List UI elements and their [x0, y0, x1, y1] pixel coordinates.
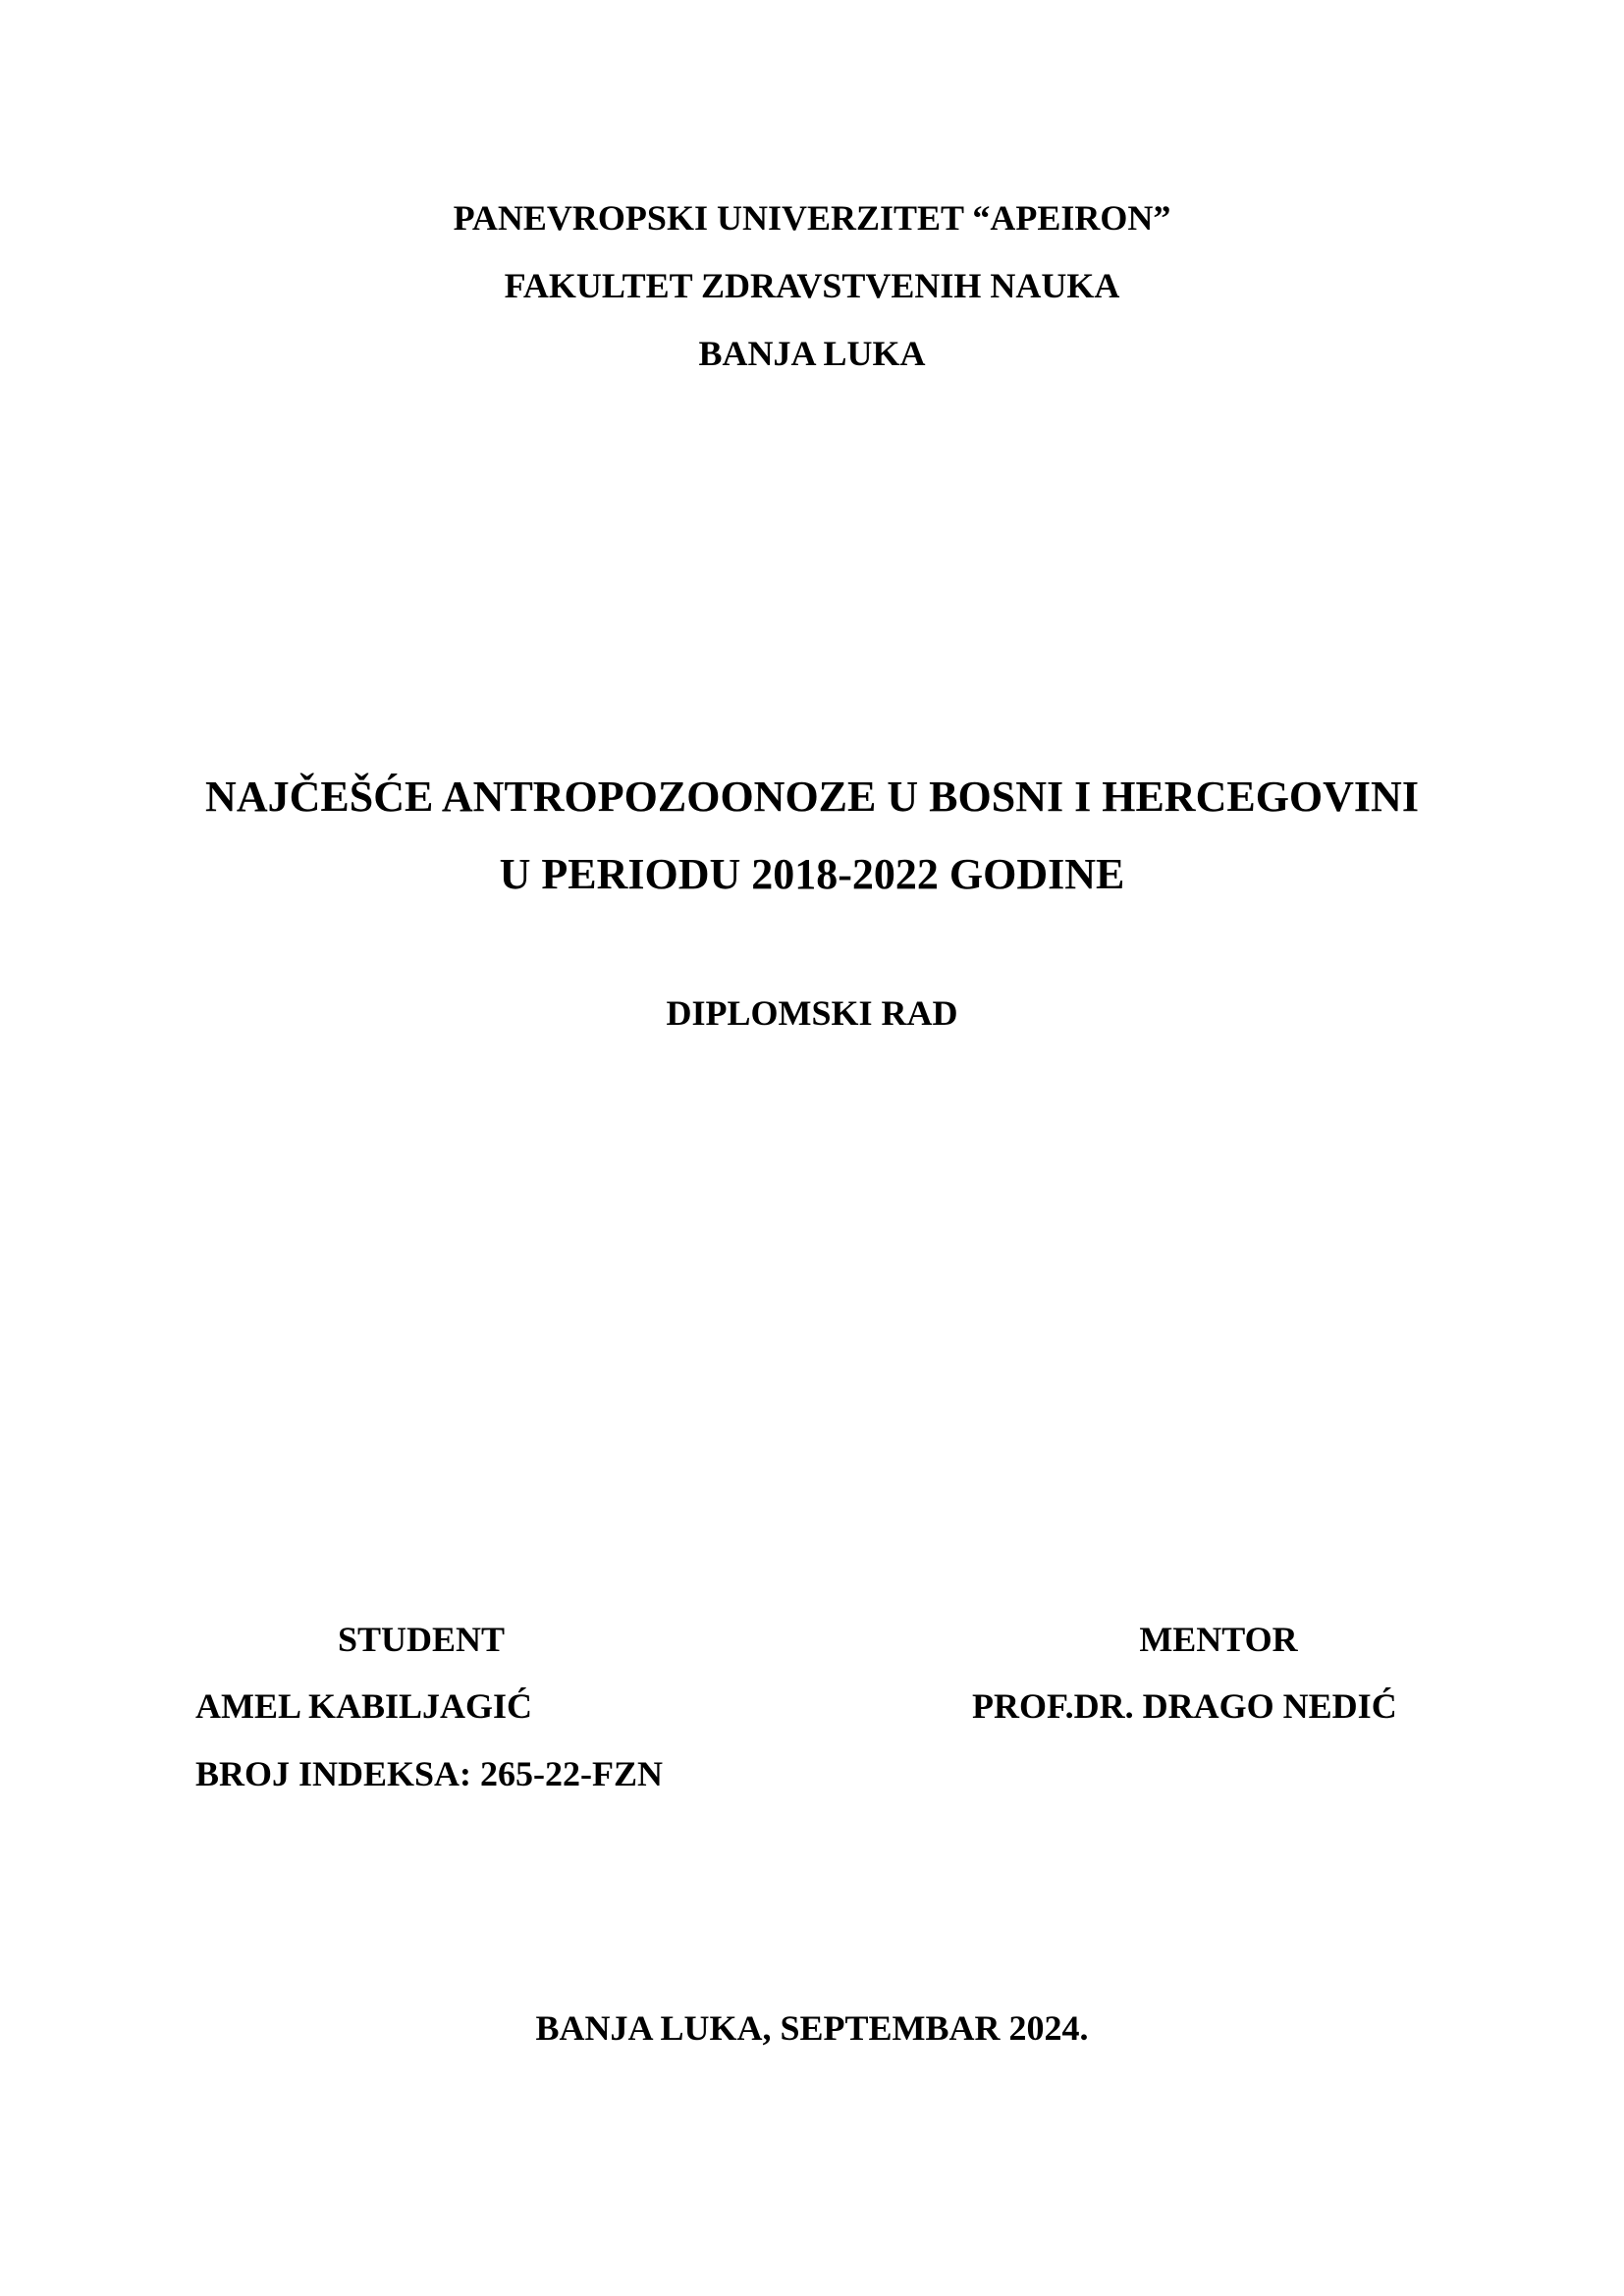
thesis-type: DIPLOMSKI RAD — [666, 993, 958, 1033]
student-index: BROJ INDEKSA: 265-22-FZN — [195, 1754, 664, 1793]
thesis-title-line-1: NAJČEŠĆE ANTROPOZOONOZE U BOSNI I HERCEGOVINI — [205, 773, 1419, 821]
mentor-label: MENTOR — [1139, 1620, 1298, 1659]
mentor-name: PROF.DR. DRAGO NEDIĆ — [972, 1686, 1397, 1726]
thesis-title-line-2: U PERIODU 2018-2022 GODINE — [499, 850, 1125, 898]
student-label: STUDENT — [337, 1620, 506, 1659]
place-and-date: BANJA LUKA, SEPTEMBAR 2024. — [535, 2008, 1089, 2048]
student-name: AMEL KABILJAGIĆ — [195, 1686, 533, 1726]
institution-city: BANJA LUKA — [698, 334, 926, 373]
university-name: PANEVROPSKI UNIVERZITET “APEIRON” — [453, 198, 1171, 238]
faculty-name: FAKULTET ZDRAVSTVENIH NAUKA — [504, 266, 1120, 305]
